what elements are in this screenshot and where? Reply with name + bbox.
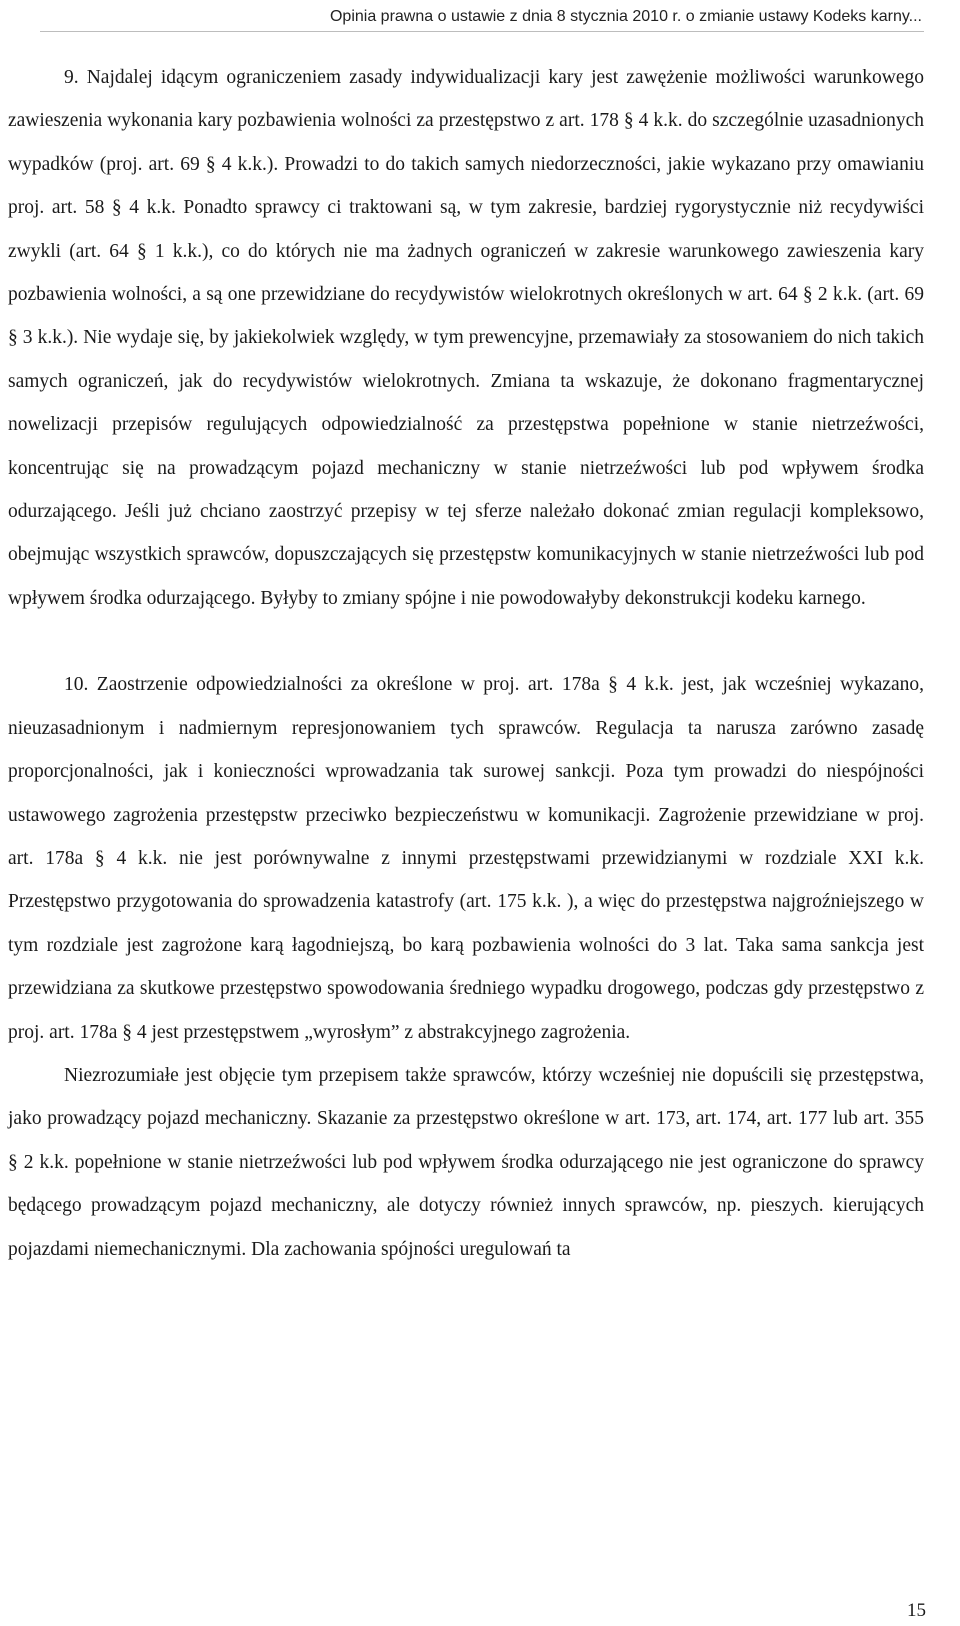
paragraph-10: 10. Zaostrzenie odpowiedzialności za określone w proj. art. 178a § 4 k.k. jest, jak wcześniej wykazano, nieuzasadnionym i nadmiernym represjonowaniem tych sprawców. Regulacja ta narusza zarówno zasadę proporcjonalności, jak i konieczności wprowadzania tak surowej sankcji. Poza tym prowadzi do niespójności ustawowego zagrożenia przestępstw przeciwko bezpieczeństwu w komunikacji. Zagrożenie przewidziane w proj. art. 178a § 4 k.k. nie jest porównywalne z innymi przestępstwami przewidzianymi w rozdziale XXI k.k. Przestępstwo przygotowania do sprowadzenia katastrofy (art. 175 k.k. ), a więc do przestępstwa najgroźniejszego w tym rozdziale jest zagrożone karą łagodniejszą, bo karą pozbawienia wolności do 3 lat. Taka sama sankcja jest przewidziana za skutkowe przestępstwo spowodowania średniego wypadku drogowego, podczas gdy przestępstwo z proj. art. 178a § 4 jest przestępstwem „wyrosłym” z abstrakcyjnego zagrożenia.	[8, 674, 924, 1043]
page-number: 15	[907, 1600, 926, 1621]
document-body	[8, 56, 924, 1271]
paragraph-spacer	[8, 620, 924, 663]
paragraph-9: 9. Najdalej idącym ograniczeniem zasady indywidualizacji kary jest zawężenie możliwości warunkowego zawieszenia wykonania kary pozbawienia wolności za przestępstwo z art. 178 § 4 k.k. do szczególnie uzasadnionych wypadków (proj. art. 69 § 4 k.k.). Prowadzi to do takich samych niedorzeczności, jakie wykazano przy omawianiu proj. art. 58 § 4 k.k. Ponadto sprawcy ci traktowani są, w tym zakresie, bardziej rygorystycznie niż recydywiści zwykli (art. 64 § 1 k.k.), co do których nie ma żadnych ograniczeń w zakresie warunkowego zawieszenia kary pozbawienia wolności, a są one przewidziane do recydywistów wielokrotnych określonych w art. 64 § 2 k.k. (art. 69 § 3 k.k.). Nie wydaje się, by jakiekolwiek względy, w tym prewencyjne, przemawiały za stosowaniem do nich takich samych ograniczeń, jak do recydywistów wielokrotnych. Zmiana ta wskazuje, że dokonano fragmentarycznej nowelizacji przepisów regulujących odpowiedzialność za przestępstwa popełnione w stanie nietrzeźwości, koncentrując się na prowadzącym pojazd mechaniczny w stanie nietrzeźwości lub pod wpływem środka odurzającego. Jeśli już chciano zaostrzyć przepisy w tej sferze należało dokonać zmian regulacji kompleksowo, obejmując wszystkich sprawców, dopuszczających się przestępstw komunikacyjnych w stanie nietrzeźwości lub pod wpływem środka odurzającego. Byłyby to zmiany spójne i nie powodowałyby dekonstrukcji kodeku karnego.	[8, 67, 924, 609]
running-header: Opinia prawna o ustawie z dnia 8 stycznia 2010 r. o zmianie ustawy Kodeks karny...	[329, 8, 922, 25]
paragraph-continuation: Niezrozumiałe jest objęcie tym przepisem także sprawców, którzy wcześniej nie dopuścili się przestępstwa, jako prowadzący pojazd mechaniczny. Skazanie za przestępstwo określone w art. 173, art. 174, art. 177 lub art. 355 § 2 k.k. popełnione w stanie nietrzeźwości lub pod wpływem środka odurzającego nie jest ograniczone do sprawcy będącego prowadzącym pojazd mechaniczny, ale dotyczy również innych sprawców, np. pieszych. kierujących pojazdami niemechanicznymi. Dla zachowania spójności uregulowań ta	[8, 1064, 924, 1260]
header-divider	[40, 31, 924, 32]
